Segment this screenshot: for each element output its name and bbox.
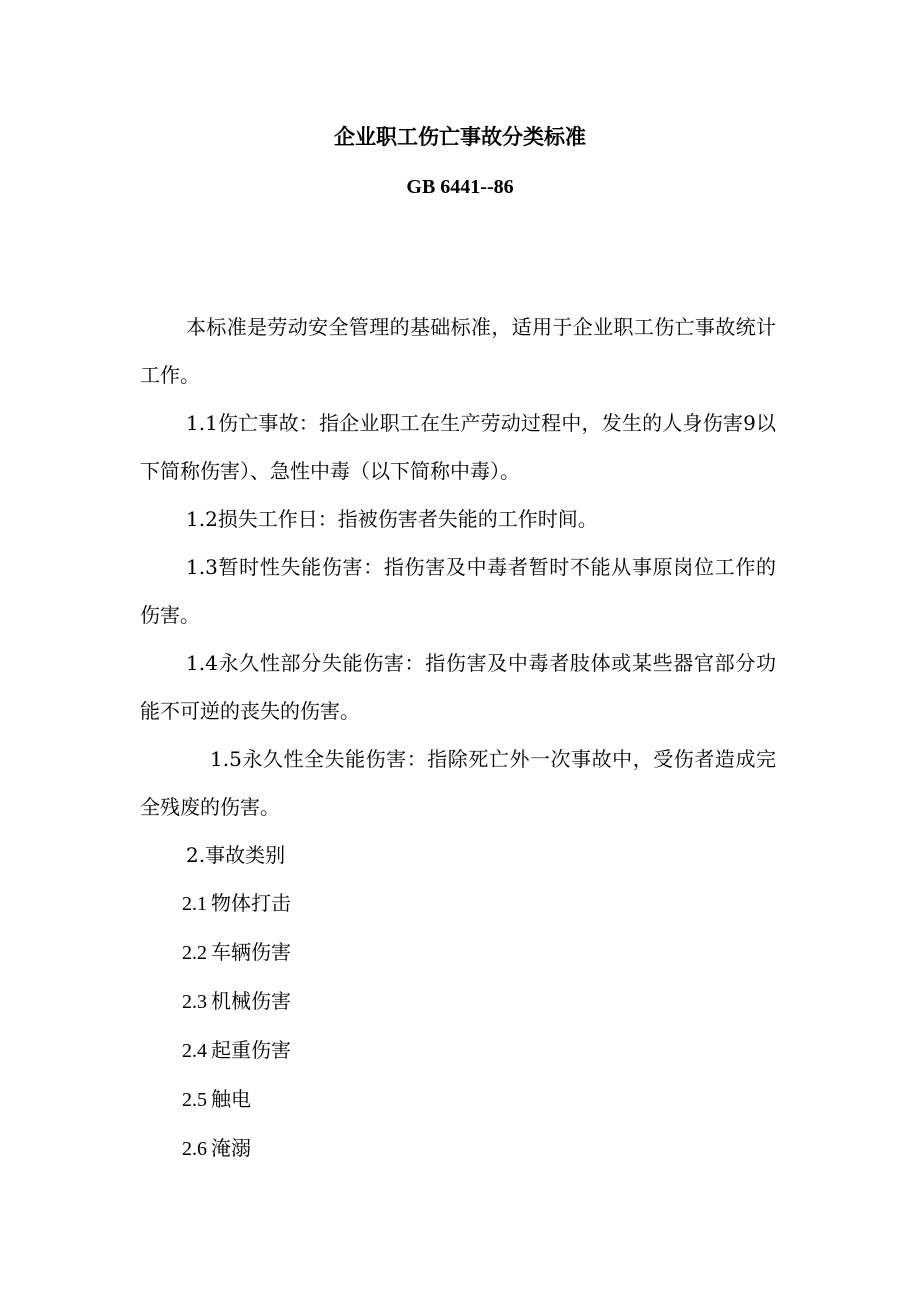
list-item bbox=[182, 1075, 291, 1124]
intro-paragraph: 本标准是劳动安全管理的基础标准，适用于企业职工伤亡事故统计工作。 bbox=[140, 315, 776, 387]
category-number: 2.2 bbox=[182, 942, 207, 964]
category-number: 2.5 bbox=[182, 1089, 207, 1111]
category-label: 淹溺 bbox=[211, 1136, 251, 1160]
clause-1-2: 1.2损失工作日：指被伤害者失能的工作时间。 bbox=[186, 507, 598, 531]
category-label: 车辆伤害 bbox=[211, 940, 291, 964]
category-number: 2.4 bbox=[182, 1040, 207, 1062]
category-label: 起重伤害 bbox=[211, 1038, 291, 1062]
document-title: 企业职工伤亡事故分类标准 bbox=[334, 124, 586, 149]
list-item bbox=[182, 879, 291, 928]
list-item bbox=[182, 977, 291, 1026]
clause-1-5: 1.5永久性全失能伤害：指除死亡外一次事故中，受伤者造成完全残废的伤害。 bbox=[140, 747, 776, 819]
category-number: 2.1 bbox=[182, 893, 207, 915]
list-item bbox=[182, 928, 291, 977]
category-number: 2.6 bbox=[182, 1138, 207, 1160]
category-label: 触电 bbox=[211, 1087, 251, 1111]
category-number: 2.3 bbox=[182, 991, 207, 1013]
clause-1-3: 1.3暂时性失能伤害：指伤害及中毒者暂时不能从事原岗位工作的伤害。 bbox=[140, 555, 776, 627]
category-label: 机械伤害 bbox=[211, 989, 291, 1013]
accident-category-list bbox=[182, 879, 291, 1173]
section-2-heading: 2.事故类别 bbox=[186, 843, 286, 867]
clause-1-4: 1.4永久性部分失能伤害：指伤害及中毒者肢体或某些器官部分功能不可逆的丧失的伤害。 bbox=[140, 651, 776, 723]
list-item bbox=[182, 1026, 291, 1075]
clause-1-1: 1.1伤亡事故：指企业职工在生产劳动过程中，发生的人身伤害9以下简称伤害）、急性中毒（以下简称中毒）。 bbox=[140, 411, 776, 483]
category-label: 物体打击 bbox=[211, 891, 291, 915]
list-item bbox=[182, 1124, 291, 1173]
standard-code: GB 6441--86 bbox=[406, 176, 514, 198]
